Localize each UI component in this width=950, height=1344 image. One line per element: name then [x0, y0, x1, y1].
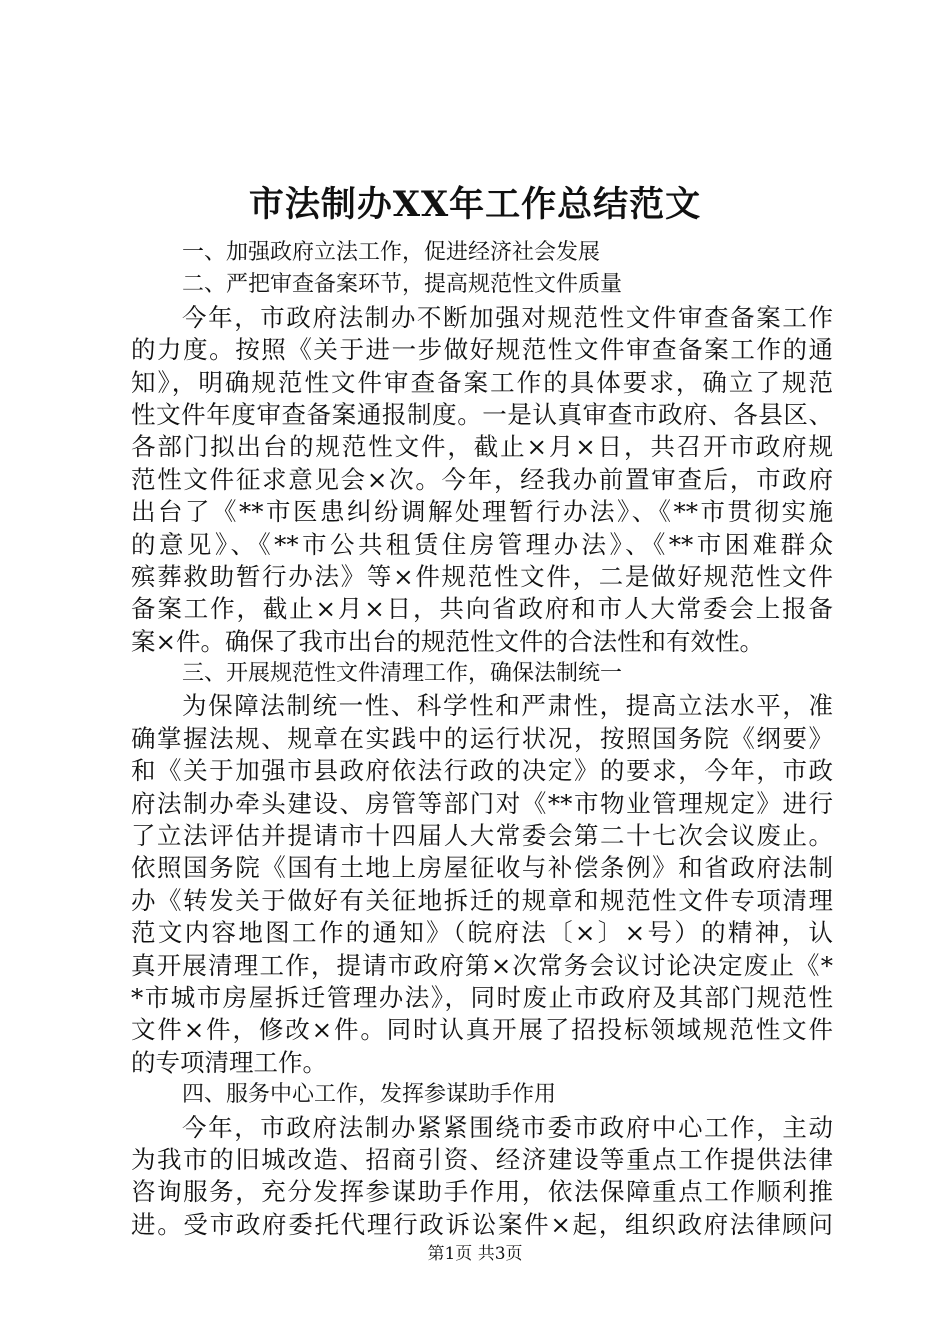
paragraph-line: 的专项清理工作。	[131, 1047, 327, 1077]
paragraph-line: 各部门拟出台的规范性文件，截止×月×日，共召开市政府规	[131, 432, 833, 462]
paragraph-line: 殡葬救助暂行办法》等×件规范性文件，二是做好规范性文件	[131, 561, 833, 591]
paragraph-line: 知》，明确规范性文件审查备案工作的具体要求，确立了规范	[131, 367, 833, 397]
paragraph-line: 案×件。确保了我市出台的规范性文件的合法性和有效性。	[131, 626, 765, 656]
section-heading: 一、加强政府立法工作，促进经济社会发展	[182, 240, 601, 265]
paragraph-line: 的意见》、《**市公共租赁住房管理办法》、《**市困难群众	[131, 529, 833, 559]
paragraph-line: 办《转发关于做好有关征地拆迁的规章和规范性文件专项清理	[131, 885, 833, 915]
paragraph-line: 今年，市政府法制办不断加强对规范性文件审查备案工作	[182, 302, 833, 332]
paragraph-line: 了立法评估并提请市十四届人大常委会第二十七次会议废止。	[131, 821, 833, 851]
section-heading: 四、服务中心工作，发挥参谋助手作用	[182, 1082, 557, 1108]
paragraph-line: 进。受市政府委托代理行政诉讼案件×起，组织政府法律顾问	[131, 1209, 833, 1239]
paragraph-line: 范文内容地图工作的通知》（皖府法〔×〕×号）的精神，认	[131, 918, 833, 948]
section-heading: 三、开展规范性文件清理工作，确保法制统一	[182, 661, 623, 687]
paragraph-line: 真开展清理工作，提请市政府第×次常务会议讨论决定废止《*	[131, 950, 833, 980]
paragraph-line: *市城市房屋拆迁管理办法》，同时废止市政府及其部门规范性	[131, 982, 833, 1012]
paragraph-line: 确掌握法规、规章在实践中的运行状况，按照国务院《纲要》	[131, 723, 833, 753]
document-title: 市法制办XX年工作总结范文	[248, 184, 702, 225]
paragraph-line: 咨询服务，充分发挥参谋助手作用，依法保障重点工作顺利推	[131, 1177, 833, 1207]
paragraph-line: 为我市的旧城改造、招商引资、经济建设等重点工作提供法律	[131, 1144, 833, 1174]
paragraph-line: 范性文件征求意见会×次。今年，经我办前置审查后，市政府	[131, 464, 833, 494]
section-heading: 二、严把审查备案环节，提高规范性文件质量	[182, 272, 623, 298]
document-body	[131, 237, 833, 1241]
paragraph-line: 府法制办牵头建设、房管等部门对《**市物业管理规定》进行	[131, 788, 833, 818]
paragraph-line: 备案工作，截止×月×日，共向省政府和市人大常委会上报备	[131, 594, 833, 624]
paragraph-line: 性文件年度审查备案通报制度。一是认真审查市政府、各县区、	[131, 399, 833, 429]
paragraph-line: 为保障法制统一性、科学性和严肃性，提高立法水平，准	[182, 691, 833, 721]
paragraph-line: 依照国务院《国有土地上房屋征收与补偿条例》和省政府法制	[131, 853, 833, 883]
paragraph-line: 出台了《**市医患纠纷调解处理暂行办法》、《**市贯彻实施	[131, 497, 833, 527]
paragraph-line: 和《关于加强市县政府依法行政的决定》的要求，今年，市政	[131, 756, 833, 786]
paragraph-line: 文件×件，修改×件。同时认真开展了招投标领域规范性文件	[131, 1015, 833, 1045]
paragraph-line: 今年，市政府法制办紧紧围绕市委市政府中心工作，主动	[182, 1112, 833, 1142]
page-footer: 第1页 共3页	[427, 1244, 523, 1264]
paragraph-line: 的力度。按照《关于进一步做好规范性文件审查备案工作的通	[131, 335, 833, 365]
